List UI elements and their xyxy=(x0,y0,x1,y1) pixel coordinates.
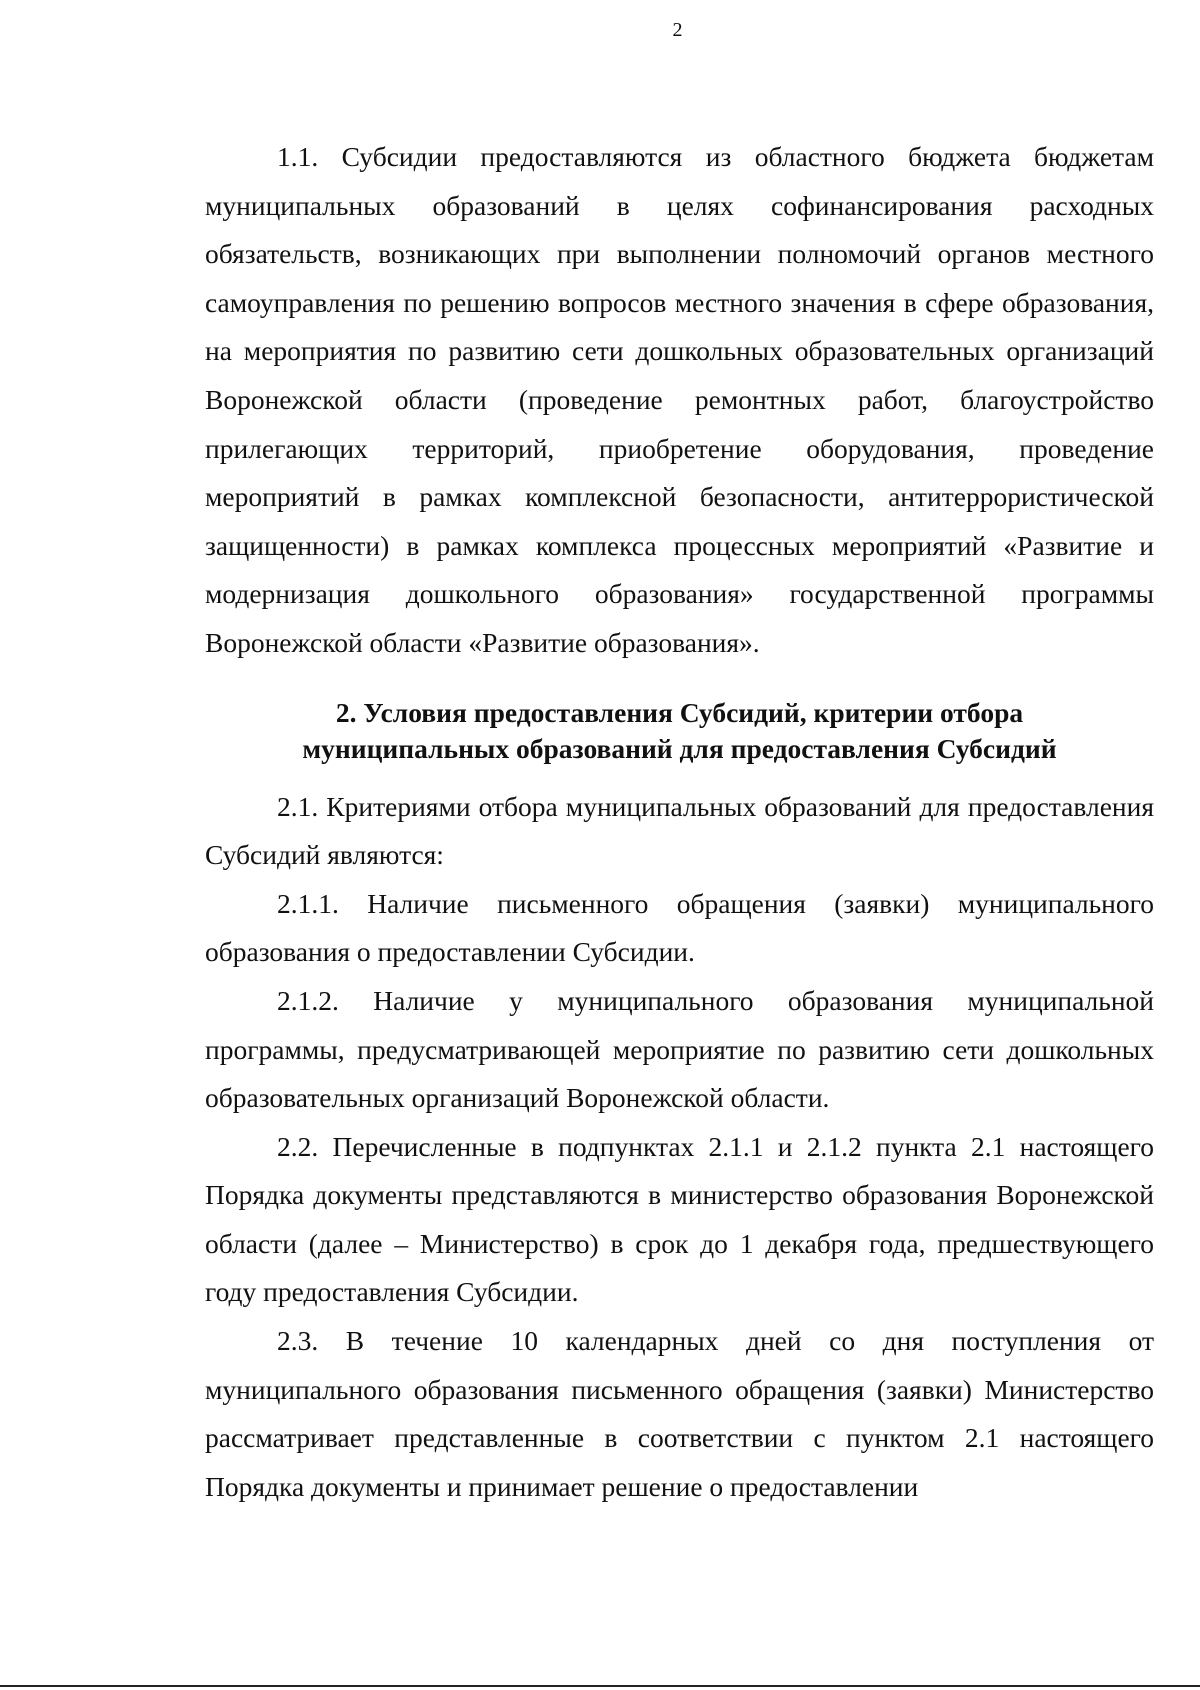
section-2-heading-line-1: 2. Условия предоставления Субсидий, критерии отбора xyxy=(335,696,1024,728)
section-2-heading xyxy=(205,695,1154,767)
bottom-scan-edge xyxy=(0,1685,1200,1687)
paragraph-2-1-1: 2.1.1. Наличие письменного обращения (заявки) муниципального образования о предоставлении Субсидии. xyxy=(205,887,1154,968)
paragraph-2-1: 2.1. Критериями отбора муниципальных образований для предоставления Субсидий являются: xyxy=(205,790,1154,871)
paragraph-2-3: 2.3. В течение 10 календарных дней со дня поступления от муниципального образования письменного обращения (заявки) Министерство рассматривает представленные в соответствии с пунктом 2.1 настоящего Порядка документы и принимает решение о предоставлении xyxy=(205,1325,1154,1502)
paragraph-2-1-2: 2.1.2. Наличие у муниципального образования муниципальной программы, предусматривающей мероприятие по развитию сети дошкольных образовательных организаций Воронежской области. xyxy=(205,984,1154,1114)
paragraph-1-1: 1.1. Субсидии предоставляются из областного бюджета бюджетам муниципальных образований в целях софинансирования расходных обязательств, возникающих при выполнении полномочий органов местного самоуправления по решению вопросов местного значения в сфере образования, на мероприятия по развитию сети дошкольных образовательных организаций Воронежской области (проведение ремонтных работ, благоустройство прилегающих территорий, приобретение оборудования, проведение мероприятий в рамках комплексной безопасности, антитеррористической защищенности) в рамках комплекса процессных мероприятий «Развитие и модернизация дошкольного образования» государственной программы Воронежской области «Развитие образования». xyxy=(205,141,1154,658)
page-number: 2 xyxy=(672,19,683,41)
document-body xyxy=(205,133,1154,1511)
paragraph-2-2: 2.2. Перечисленные в подпунктах 2.1.1 и 2.1.2 пункта 2.1 настоящего Порядка документы представляются в министерство образования Воронежской области (далее – Министерство) в срок до 1 декабря года, предшествующего году предоставления Субсидии. xyxy=(205,1130,1154,1308)
section-2-heading-line-2: муниципальных образований для предоставления Субсидий xyxy=(302,732,1057,764)
